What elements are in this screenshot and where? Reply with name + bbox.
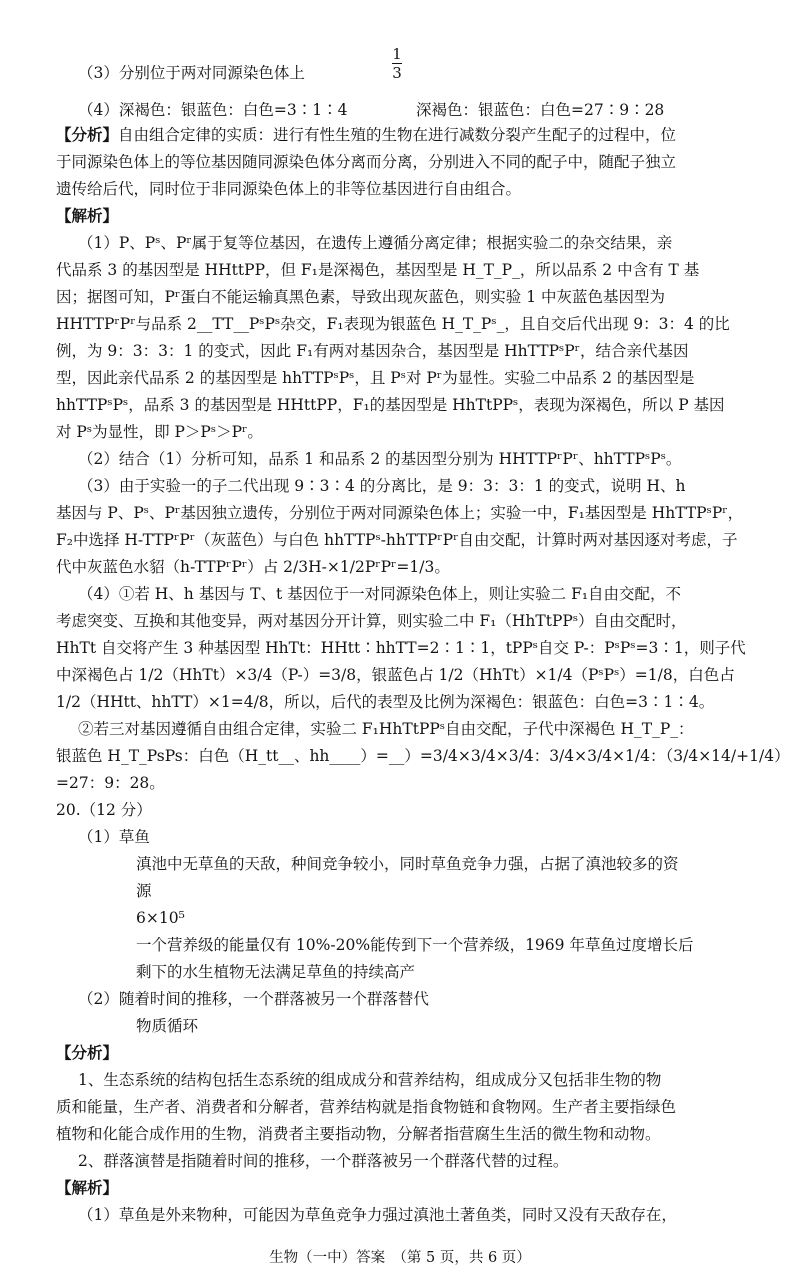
- answer-page: [56, 0, 790, 1282]
- q20-a1-more-2: 剩下的水生植物无法满足草鱼的持续高产: [136, 963, 416, 981]
- explanation-p3-line-2: 基因与 P、Pˢ、Pʳ基因独立遗传，分别位于两对同源染色体上；实验一中，F₁基因型是 HhTTPˢPʳ，: [56, 504, 744, 522]
- q3-answer: （3）分别位于两对同源染色体上: [78, 64, 305, 82]
- explanation-p4-line-1: （4）①若 H、h 基因与 T、t 基因位于一对同源染色体上，则让实验二 F₁自由交配，不: [78, 585, 682, 603]
- fraction-numerator: 1: [392, 45, 402, 63]
- explanation-p1-line-4: HHTTPʳPʳ与品系 2__TT__PˢPˢ杂交，F₁表现为银蓝色 H_T_Pˢ_，且自交后代出现 9：3：4 的比: [56, 315, 730, 333]
- explanation-p2: （2）结合（1）分析可知，品系 1 和品系 2 的基因型分别为 HHTTPʳPʳ、hhTTPˢPˢ。: [78, 450, 682, 468]
- explanation-p4-line-4: 中深褐色占 1/2（HhTt）×3/4（P-）=3/8，银蓝色占 1/2（HhTt）×1/4（PˢPˢ）=1/8，白色占: [56, 666, 735, 684]
- analysis-heading: 【分析】: [56, 126, 119, 144]
- analysis-line-1: [56, 124, 760, 146]
- explanation-p1-line-1: （1）P、Pˢ、Pʳ属于复等位基因，在遗传上遵循分离定律；根据实验二的杂交结果，亲: [78, 234, 673, 252]
- explanation-p3-line-1: （3）由于实验一的子二代出现 9∶3∶4 的分离比，是 9：3：3：1 的变式，说明 H、h: [78, 477, 686, 495]
- q20-analysis-line-4: 2、群落演替是指随着时间的推移，一个群落被另一个群落代替的过程。: [78, 1152, 569, 1170]
- q4-answer-right: 深褐色：银蓝色：白色=27∶9∶28: [416, 101, 665, 119]
- explanation-p5-line-3: =27：9：28。: [56, 774, 165, 792]
- q20-a1-number: 6×10⁵: [136, 909, 185, 927]
- explanation-p1-line-7: hhTTPˢPˢ，品系 3 的基因型是 HHttPP，F₁的基因型是 HhTtPPˢ，表现为深褐色，所以 P 基因: [56, 396, 725, 414]
- q3-fraction: [392, 46, 402, 81]
- explanation-p1-line-6: 型，因此亲代品系 2 的基因型是 hhTTPˢPˢ，且 Pˢ对 Pʳ为显性。实验二中品系 2 的基因型是: [56, 369, 695, 387]
- explanation-p1-line-2: 代品系 3 的基因型是 HHttPP，但 F₁是深褐色，基因型是 H_T_P_，所以品系 2 中含有 T 基: [56, 261, 700, 279]
- q20-explanation-line-1: （1）草鱼是外来物种，可能因为草鱼竞争力强过滇池土著鱼类，同时又没有天敌存在，: [78, 1206, 677, 1224]
- explanation-p1-line-3: 因；据图可知，Pʳ蛋白不能运输真黑色素，导致出现灰蓝色，则实验 1 中灰蓝色基因型为: [56, 288, 666, 306]
- explanation-p5-line-1: ②若三对基因遵循自由组合定律，实验二 F₁HhTtPPˢ自由交配，子代中深褐色 H_T_P_：: [78, 720, 694, 738]
- explanation-p1-line-8: 对 Pˢ为显性，即 P＞Pˢ＞Pʳ。: [56, 423, 263, 441]
- q20-a1-more-1: 一个营养级的能量仅有 10%-20%能传到下一个营养级，1969 年草鱼过度增长后: [136, 936, 694, 954]
- explanation-p3-line-4: 代中灰蓝色水貂（h-TTPʳPʳ）占 2/3H-×1/2PʳPʳ=1/3。: [56, 558, 450, 576]
- explanation-p4-line-3: HhTt 自交将产生 3 种基因型 HhTt：HHtt∶hhTT=2∶1∶1，tPPˢ自交 P-：PˢPˢ=3∶1，则子代: [56, 639, 746, 657]
- q20-a1-line-1: 滇池中无草鱼的天敌，种间竞争较小，同时草鱼竞争力强，占据了滇池较多的资: [136, 855, 679, 873]
- explanation-p5-line-2: 银蓝色 H_T_PsPs：白色（H_tt__、hh____）=__）=3/4×3/4×3/4：3/4×3/4×1/4：（3/4×14/+1/4）: [56, 747, 790, 765]
- q4-answer-left: （4）深褐色：银蓝色：白色=3∶1∶4: [78, 101, 348, 119]
- analysis-line-2: 于同源染色体上的等位基因随同源染色体分离而分离，分别进入不同的配子中，随配子独立: [56, 153, 677, 171]
- q20-a1-line-2: 源: [136, 882, 152, 900]
- fraction-denominator: 3: [392, 64, 402, 82]
- page-footer: 生物（一中）答案 （第 5 页，共 6 页）: [269, 1250, 531, 1266]
- q20-analysis-heading: 【分析】: [56, 1044, 119, 1062]
- q20-analysis-line-3: 植物和化能合成作用的生物，消费者主要指动物，分解者指营腐生生活的微生物和动物。: [56, 1125, 661, 1143]
- q20-analysis-line-2: 质和能量，生产者、消费者和分解者，营养结构就是指食物链和食物网。生产者主要指绿色: [56, 1098, 677, 1116]
- analysis-text: 自由组合定律的实质：进行有性生殖的生物在进行减数分裂产生配子的过程中，位: [118, 126, 677, 144]
- analysis-line-3: 遗传给后代，同时位于非同源染色体上的非等位基因进行自由组合。: [56, 180, 522, 198]
- explanation-p3-line-3: F₂中选择 H-TTPʳPʳ（灰蓝色）与白色 hhTTPˢ-hhTTPʳPʳ自由交配，计算时两对基因逐对考虑，子: [56, 531, 738, 549]
- q20-title: 20.（12 分）: [56, 801, 152, 819]
- q20-explanation-heading: 【解析】: [56, 1179, 119, 1197]
- q20-a2-more: 物质循环: [136, 1017, 199, 1035]
- explanation-p4-line-5: 1/2（HHtt、hhTT）×1=4/8，所以，后代的表型及比例为深褐色：银蓝色：白色=3∶1∶4。: [56, 693, 715, 711]
- q20-a1-label: （1）草鱼: [78, 828, 150, 846]
- q20-a2-label: （2）随着时间的推移，一个群落被另一个群落替代: [78, 990, 429, 1008]
- explanation-heading: 【解析】: [56, 207, 119, 225]
- explanation-p4-line-2: 考虑突变、互换和其他变异，两对基因分开计算，则实验二中 F₁（HhTtPPˢ）自由交配时，: [56, 612, 687, 630]
- q20-analysis-line-1: 1、生态系统的结构包括生态系统的组成成分和营养结构，组成成分又包括非生物的物: [78, 1071, 662, 1089]
- explanation-p1-line-5: 例，为 9：3：3：1 的变式，因此 F₁有两对基因杂合，基因型是 HhTTPˢPʳ，结合亲代基因: [56, 342, 689, 360]
